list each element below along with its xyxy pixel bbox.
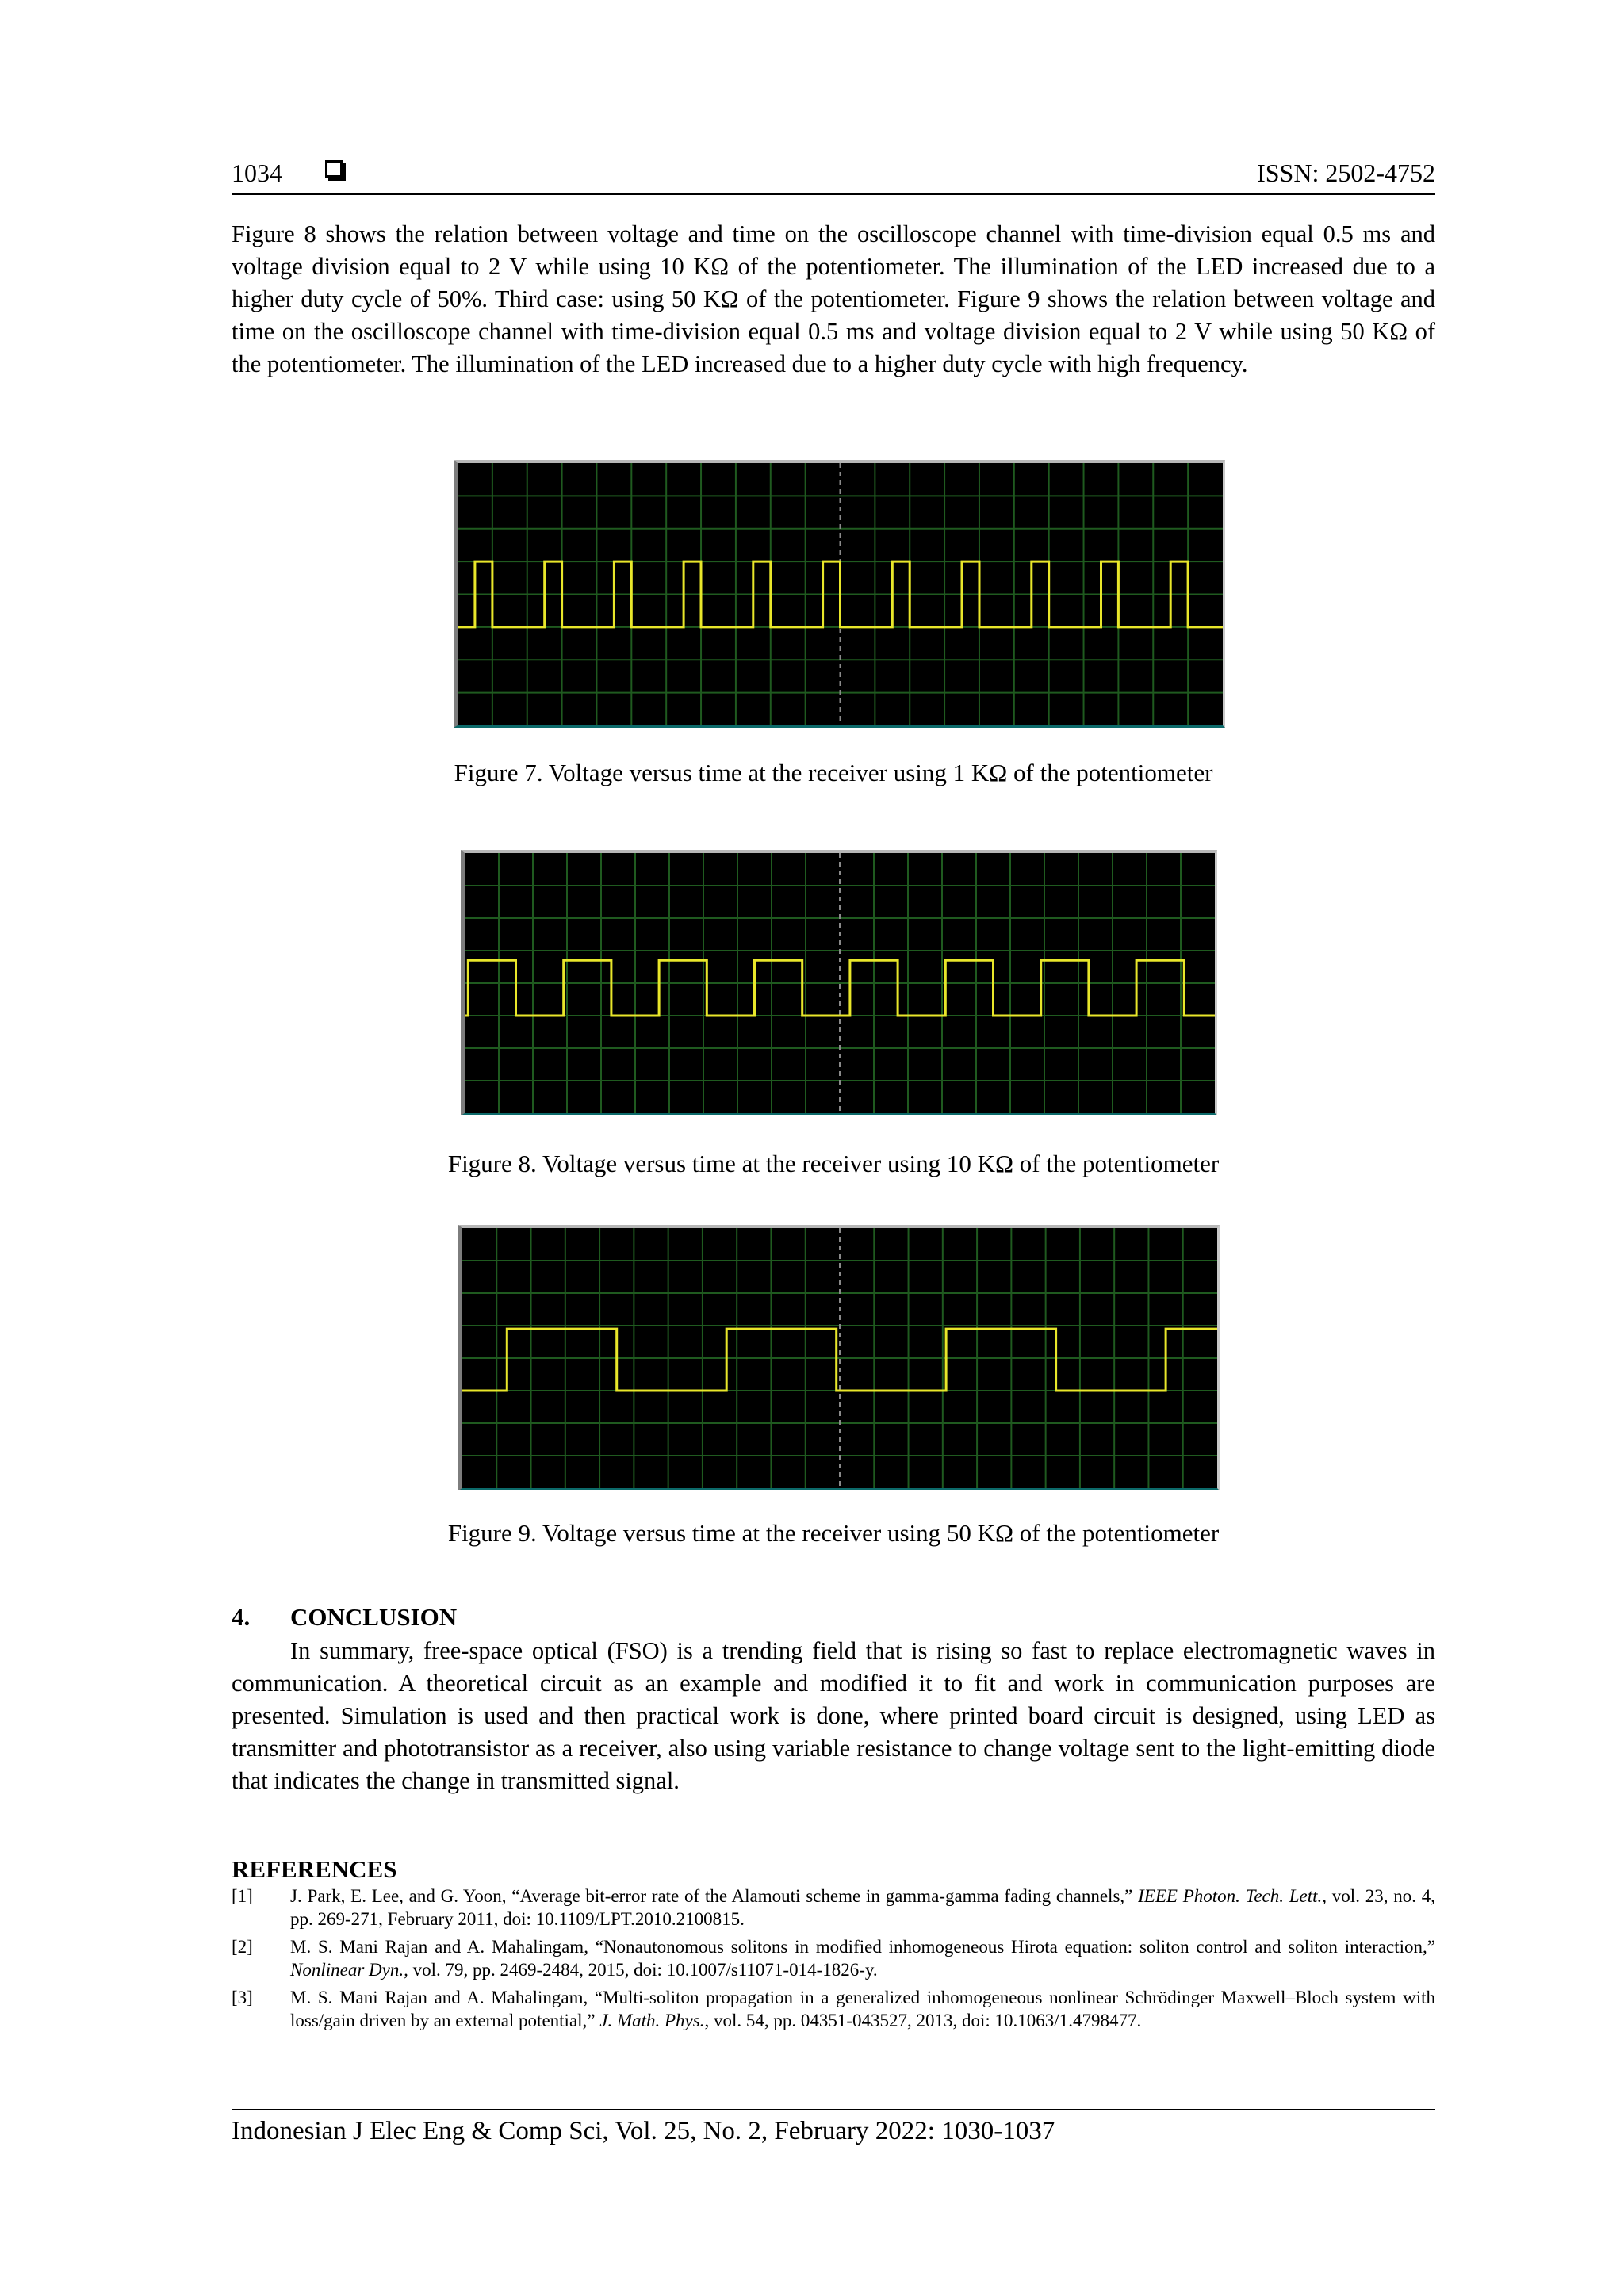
- intro-paragraph-text: Figure 8 shows the relation between voltage and time on the oscilloscope channel with time-division equal 0.5 ms and voltage division equal to 2 V while using 10 KΩ of the potentiometer. The illumination of the LED increased due to a higher duty cycle of 50%. Third case: using 50 KΩ of the potentiometer. Figure 9 shows the relation between voltage and time on the oscilloscope channel with time-division equal 0.5 ms and voltage division equal to 2 V while using 50 KΩ of the potentiometer. The illumination of the LED increased due to a higher duty cycle with high frequency.: [232, 220, 1435, 377]
- issn: ISSN: 2502-4752: [1257, 159, 1435, 187]
- references-heading: REFERENCES: [232, 1855, 397, 1883]
- reference-text: J. Park, E. Lee, and G. Yoon, “Average bit-error rate of the Alamouti scheme in gamma-gamma fading channels,” IEEE Photon. Tech. Lett., vol. 23, no. 4, pp. 269-271, February 2011, doi: 10.1109/LPT.2010.2100815.: [290, 1886, 1435, 1929]
- page-header: [232, 152, 1435, 195]
- section-heading-conclusion: [232, 1603, 457, 1632]
- oscilloscope-figure-8: [461, 850, 1217, 1115]
- journal-name: Nonlinear Dyn.,: [290, 1960, 408, 1980]
- reference-text: M. S. Mani Rajan and A. Mahalingam, “Nonautonomous solitons in modified inhomogeneous Hirota equation: soliton control and soliton interaction,” Nonlinear Dyn., vol. 79, pp. 2469-2484, 2015, doi: 10.1007/s11071-014-1826-y.: [290, 1937, 1435, 1980]
- reference-number: [1]: [232, 1886, 253, 1906]
- oscilloscope-figure-7: [454, 460, 1225, 728]
- section-number: 4.: [232, 1603, 251, 1631]
- figure-9-caption: Figure 9. Voltage versus time at the receiver using 50 KΩ of the potentiometer: [447, 1519, 1220, 1547]
- oscilloscope-plot-figure-7: [458, 463, 1223, 725]
- reference-item: [232, 1935, 1435, 1981]
- oscilloscope-figure-9: [458, 1225, 1220, 1490]
- reference-number: [3]: [232, 1988, 253, 2007]
- journal-name: IEEE Photon. Tech. Lett.,: [1138, 1886, 1327, 1906]
- footer-citation: Indonesian J Elec Eng & Comp Sci, Vol. 25, No. 2, February 2022: 1030-1037: [232, 2117, 1055, 2145]
- conclusion-paragraph: [232, 1635, 1435, 1797]
- oscilloscope-plot-figure-9: [462, 1228, 1217, 1488]
- conclusion-text: In summary, free-space optical (FSO) is a trending field that is rising so fast to replace electromagnetic waves in communication. A theoretical circuit as an example and modified it to fit and work in communication purposes are presented. Simulation is used and then practical work is done, where printed board circuit is designed, using LED as transmitter and phototransistor as a receiver, also using variable resistance to change voltage sent to the light-emitting diode that indicates the change in transmitted signal.: [232, 1637, 1435, 1794]
- intro-paragraph: [232, 218, 1435, 381]
- page-footer: [232, 2109, 1435, 2149]
- figure-7-caption: Figure 7. Voltage versus time at the receiver using 1 KΩ of the potentiometer: [454, 759, 1213, 786]
- references-list: [232, 1885, 1435, 2037]
- page-number: 1034: [232, 159, 282, 187]
- reference-item: [232, 1885, 1435, 1931]
- reference-number: [2]: [232, 1937, 253, 1957]
- reference-item: [232, 1986, 1435, 2032]
- reference-text: M. S. Mani Rajan and A. Mahalingam, “Multi-soliton propagation in a generalized inhomogeneous nonlinear Schrödinger Maxwell–Bloch system with loss/gain driven by an external potential,” J. Math. Phys., vol. 54, pp. 04351-043527, 2013, doi: 10.1063/1.4798477.: [290, 1988, 1435, 2030]
- square-box-icon: [325, 160, 343, 178]
- figure-8-caption: Figure 8. Voltage versus time at the receiver using 10 KΩ of the potentiometer: [447, 1150, 1220, 1177]
- section-title: CONCLUSION: [290, 1603, 458, 1631]
- journal-name: J. Math. Phys.: [599, 2011, 705, 2030]
- oscilloscope-plot-figure-8: [465, 853, 1215, 1113]
